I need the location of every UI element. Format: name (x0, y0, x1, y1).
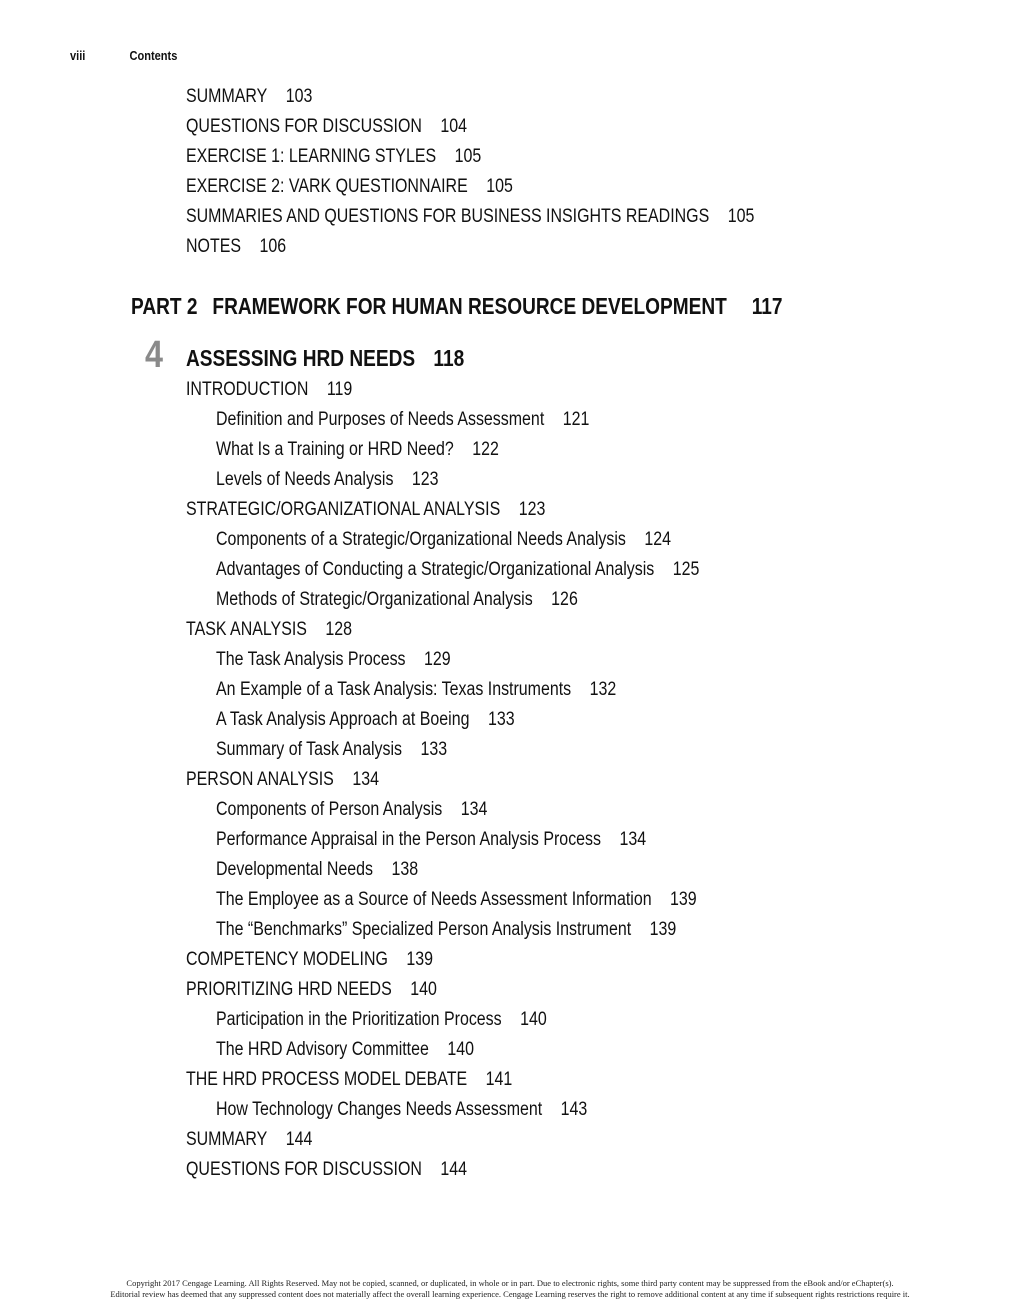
toc-entry-title: STRATEGIC/ORGANIZATIONAL ANALYSIS (186, 499, 501, 520)
toc-entry-page: 123 (518, 499, 546, 520)
editorial-notice: Editorial review has deemed that any suppressed content does not materially affect the overall learning experience. Cengage Learning reserves the right to remove additional content at any time if subsequent rights restrictions require it. (110, 1289, 910, 1299)
toc-subentry[interactable] (216, 709, 515, 731)
toc-entry-page: 105 (454, 146, 482, 167)
toc-entry[interactable] (186, 499, 545, 521)
toc-subentry[interactable] (216, 859, 418, 881)
toc-entry-title: INTRODUCTION (186, 379, 309, 400)
toc-entry-title: Components of Person Analysis (216, 799, 443, 820)
copyright-notice: Copyright 2017 Cengage Learning. All Rights Reserved. May not be copied, scanned, or duplicated, in whole or in part. Due to electronic rights, some third party content may be suppressed from the eBook and/or eChapter(s). (126, 1278, 894, 1288)
toc-entry-title: SUMMARY (186, 86, 268, 107)
toc-entry-page: 129 (424, 649, 451, 670)
toc-entry-title: How Technology Changes Needs Assessment (216, 1099, 543, 1120)
toc-entry-page: 138 (391, 859, 419, 880)
toc-subentry[interactable] (216, 439, 499, 461)
toc-entry-page: 104 (440, 116, 467, 137)
toc-entry-title: Definition and Purposes of Needs Assessment (216, 409, 545, 430)
toc-subentry[interactable] (216, 1009, 547, 1031)
toc-entry-page: 134 (352, 769, 379, 790)
toc-entry-title: Performance Appraisal in the Person Analysis Process (216, 829, 602, 850)
toc-entry[interactable] (186, 146, 481, 168)
toc-entry-page: 105 (727, 206, 755, 227)
toc-entry[interactable] (186, 1129, 312, 1151)
toc-entry-title: SUMMARIES AND QUESTIONS FOR BUSINESS INSIGHTS READINGS (186, 206, 710, 227)
toc-subentry[interactable] (216, 589, 578, 611)
toc-entry-page: 134 (460, 799, 488, 820)
toc-subentry[interactable] (216, 1039, 474, 1061)
toc-entry-page: 125 (672, 559, 700, 580)
chapter-heading[interactable] (186, 345, 464, 372)
toc-entry[interactable] (186, 206, 754, 228)
toc-entry-title: EXERCISE 2: VARK QUESTIONNAIRE (186, 176, 468, 197)
part-title: FRAMEWORK FOR HUMAN RESOURCE DEVELOPMENT (212, 293, 727, 319)
toc-entry-page: 133 (487, 709, 515, 730)
toc-entry-page: 143 (560, 1099, 588, 1120)
chapter-page: 118 (433, 345, 465, 371)
toc-entry[interactable] (186, 379, 352, 401)
toc-entry-page: 119 (326, 379, 353, 400)
toc-subentry[interactable] (216, 409, 589, 431)
toc-entry-page: 140 (410, 979, 437, 1000)
toc-entry-page: 126 (551, 589, 578, 610)
toc-entry[interactable] (186, 1159, 467, 1181)
toc-entry-page: 106 (259, 236, 287, 257)
toc-entry-title: THE HRD PROCESS MODEL DEBATE (186, 1069, 468, 1090)
toc-entry-title: PERSON ANALYSIS (186, 769, 334, 790)
toc-entry[interactable] (186, 949, 433, 971)
toc-subentry[interactable] (216, 559, 699, 581)
chapter-number: 4 (145, 334, 163, 376)
toc-entry-page: 140 (520, 1009, 547, 1030)
toc-entry-title: Participation in the Prioritization Process (216, 1009, 502, 1030)
toc-entry[interactable] (186, 176, 513, 198)
toc-entry-page: 139 (670, 889, 697, 910)
toc-entry-page: 124 (644, 529, 671, 550)
running-head (70, 48, 178, 63)
toc-entry-page: 123 (411, 469, 439, 490)
toc-entry-page: 122 (472, 439, 499, 460)
toc-subentry[interactable] (216, 829, 646, 851)
toc-entry-page: 105 (486, 176, 513, 197)
toc-subentry[interactable] (216, 679, 616, 701)
toc-entry-title: The HRD Advisory Committee (216, 1039, 429, 1060)
toc-subentry[interactable] (216, 919, 676, 941)
toc-entry-page: 133 (420, 739, 448, 760)
toc-entry-title: A Task Analysis Approach at Boeing (216, 709, 470, 730)
page-number: viii (70, 48, 86, 63)
running-head-title: Contents (129, 48, 178, 63)
toc-subentry[interactable] (216, 469, 439, 491)
toc-entry-title: Methods of Strategic/Organizational Analysis (216, 589, 533, 610)
toc-entry[interactable] (186, 1069, 512, 1091)
toc-entry-title: Components of a Strategic/Organizational Needs Analysis (216, 529, 626, 550)
toc-entry-title: Levels of Needs Analysis (216, 469, 394, 490)
toc-entry-title: Advantages of Conducting a Strategic/Organizational Analysis (216, 559, 655, 580)
toc-entry-page: 128 (325, 619, 353, 640)
toc-entry-title: TASK ANALYSIS (186, 619, 307, 640)
toc-entry-page: 140 (447, 1039, 474, 1060)
toc-entry-title: QUESTIONS FOR DISCUSSION (186, 116, 422, 137)
toc-subentry[interactable] (216, 889, 697, 911)
toc-entry-title: The Task Analysis Process (216, 649, 406, 670)
toc-subentry[interactable] (216, 649, 451, 671)
toc-entry-title: EXERCISE 1: LEARNING STYLES (186, 146, 437, 167)
chapter-title: ASSESSING HRD NEEDS (186, 345, 416, 371)
toc-entry-title: COMPETENCY MODELING (186, 949, 388, 970)
toc-entry-page: 144 (440, 1159, 467, 1180)
toc-entry-page: 132 (589, 679, 617, 700)
toc-entry-page: 134 (619, 829, 647, 850)
toc-entry[interactable] (186, 979, 437, 1001)
toc-entry[interactable] (186, 619, 352, 641)
toc-entry[interactable] (186, 116, 467, 138)
toc-entry-page: 139 (406, 949, 434, 970)
toc-entry-page: 121 (562, 409, 590, 430)
toc-entry-title: What Is a Training or HRD Need? (216, 439, 454, 460)
toc-entry-title: PRIORITIZING HRD NEEDS (186, 979, 392, 1000)
toc-entry-title: An Example of a Task Analysis: Texas Instruments (216, 679, 572, 700)
part-label: PART 2 (131, 293, 198, 319)
toc-entry-title: QUESTIONS FOR DISCUSSION (186, 1159, 422, 1180)
toc-subentry[interactable] (216, 799, 487, 821)
toc-entry-page: 103 (285, 86, 313, 107)
toc-entry-title: The “Benchmarks” Specialized Person Analysis Instrument (216, 919, 632, 940)
toc-entry-page: 141 (485, 1069, 513, 1090)
toc-entry[interactable] (186, 769, 379, 791)
toc-entry[interactable] (186, 86, 312, 108)
toc-entry-title: Developmental Needs (216, 859, 374, 880)
part-page: 117 (751, 293, 783, 319)
part-heading[interactable] (131, 293, 782, 320)
toc-subentry[interactable] (216, 529, 671, 551)
toc-entry-title: Summary of Task Analysis (216, 739, 402, 760)
toc-entry[interactable] (186, 236, 286, 258)
toc-entry-title: SUMMARY (186, 1129, 268, 1150)
toc-entry-title: NOTES (186, 236, 241, 257)
toc-entry-page: 139 (649, 919, 677, 940)
toc-entry-page: 144 (285, 1129, 313, 1150)
toc-subentry[interactable] (216, 739, 447, 761)
toc-subentry[interactable] (216, 1099, 587, 1121)
toc-entry-title: The Employee as a Source of Needs Assessment Information (216, 889, 652, 910)
